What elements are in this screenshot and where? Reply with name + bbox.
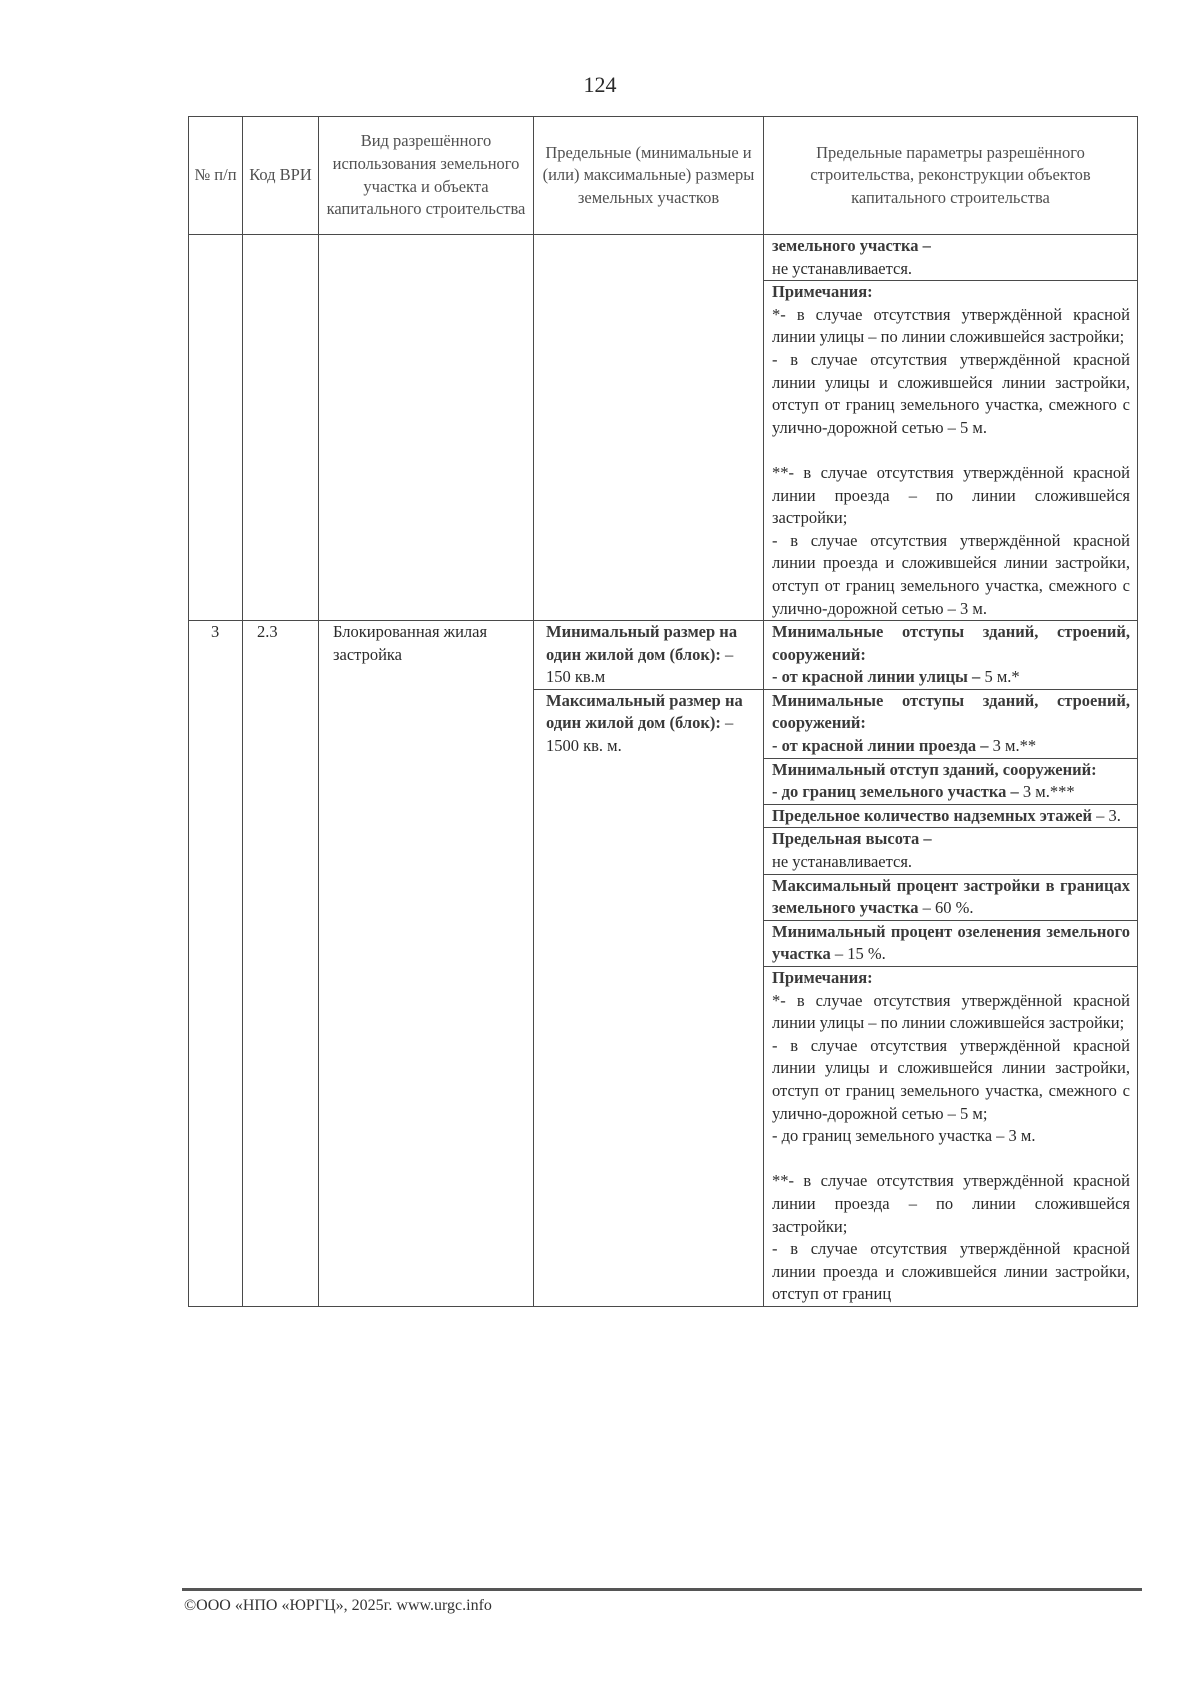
- notes-text: - в случае отсутствия утверждённой красной линии проезда и сложившейся линии застройки, отступ от границ земельного участка, смежного с улично-дорожной сетью – 3 м.: [772, 530, 1130, 618]
- param-label: Минимальные отступы зданий, строений, сооружений:: [772, 690, 1130, 733]
- param-min-greenery: [764, 920, 1138, 966]
- table-row-continued: [189, 235, 1138, 281]
- param-value: 3 м.***: [1018, 782, 1075, 802]
- footer-divider: [182, 1588, 1142, 1591]
- cell-code-empty: [243, 235, 319, 621]
- param-floors: [764, 804, 1138, 828]
- notes-cell: [764, 967, 1138, 1307]
- notes-text: *- в случае отсутствия утверждённой красной линии улицы – по линии сложившейся застройки;: [772, 304, 1130, 347]
- header-no: № п/п: [189, 117, 243, 235]
- table-row-3: [189, 621, 1138, 690]
- param-value: 3 м.**: [988, 736, 1037, 756]
- cell-row-number: 3: [189, 621, 243, 1307]
- param-height-tail: [764, 235, 1138, 281]
- max-size-label: Максимальный размер на один жилой дом (блок):: [546, 690, 743, 733]
- param-max-coverage: [764, 874, 1138, 920]
- footer-copyright: ©ООО «НПО «ЮРГЦ», 2025г. www.urgc.info: [184, 1597, 492, 1614]
- header-params: Предельные параметры разрешённого строительства, реконструкции объектов капитального строительства: [764, 117, 1138, 235]
- min-size-value: –150 кв.м: [546, 644, 734, 687]
- cell-kind-empty: [319, 235, 534, 621]
- param-value: не устанавливается.: [772, 852, 913, 872]
- cell-no-empty: [189, 235, 243, 621]
- param-label: Минимальные отступы зданий, строений, сооружений:: [772, 622, 1130, 664]
- header-size: Предельные (минимальные и (или) максимальные) размеры земельных участков: [534, 117, 764, 235]
- param-label: Минимальный процент озеленения земельного участка: [772, 921, 1130, 964]
- notes-cell: [764, 281, 1138, 621]
- notes-text: **- в случае отсутствия утверждённой красной линии проезда – по линии сложившейся застройки;: [772, 1171, 1130, 1236]
- param-line: - от красной линии проезда –: [772, 736, 989, 756]
- param-street-setback: [764, 621, 1138, 690]
- param-driveway-setback: [764, 689, 1138, 758]
- param-height: [764, 828, 1138, 874]
- notes-text: - до границ земельного участка – 3 м.: [772, 1126, 1036, 1146]
- param-value: – 60 %.: [918, 898, 974, 918]
- param-label: Предельная высота –: [772, 829, 932, 849]
- notes-text: *- в случае отсутствия утверждённой красной линии улицы – по линии сложившейся застройки;: [772, 990, 1130, 1033]
- cell-max-size: [534, 689, 764, 1306]
- header-code: Код ВРИ: [243, 117, 319, 235]
- param-plot-setback: [764, 758, 1138, 804]
- notes-text: **- в случае отсутствия утверждённой красной линии проезда – по линии сложившейся застройки;: [772, 462, 1130, 528]
- param-label: Максимальный процент застройки в границах земельного участка: [772, 875, 1130, 918]
- notes-title: Примечания:: [772, 968, 873, 987]
- param-line: - от красной линии улицы –: [772, 667, 981, 687]
- cell-vri-code: 2.3: [243, 621, 319, 1307]
- header-kind: Вид разрешённого использования земельного участка и объекта капитального строительства: [319, 117, 534, 235]
- param-value: – 15 %.: [830, 944, 886, 964]
- notes-text: - в случае отсутствия утверждённой красной линии улицы и сложившейся линии застройки, отступ от границ земельного участка, смежного с улично-дорожной сетью – 5 м.: [772, 349, 1130, 437]
- param-tail-value: не устанавливается.: [772, 258, 913, 278]
- cell-size-empty: [534, 235, 764, 621]
- param-value: 5 м.*: [980, 667, 1020, 687]
- notes-title: Примечания:: [772, 282, 873, 302]
- notes-text: - в случае отсутствия утверждённой красной линии проезда и сложившейся линии застройки, отступ от границ: [772, 1239, 1130, 1304]
- page-number: 124: [583, 72, 617, 97]
- param-line: - до границ земельного участка –: [772, 782, 1019, 802]
- param-tail-label: земельного участка –: [772, 236, 931, 255]
- param-label: Предельное количество надземных этажей: [772, 805, 1093, 825]
- min-size-label: Минимальный размер на один жилой дом (блок):: [546, 622, 738, 664]
- cell-min-size: [534, 621, 764, 690]
- notes-text: - в случае отсутствия утверждённой красной линии улицы и сложившейся линии застройки, отступ от границ земельного участка, смежного с улично-дорожной сетью – 5 м;: [772, 1035, 1130, 1123]
- max-size-value: – 1500 кв. м.: [546, 713, 734, 756]
- param-label: Минимальный отступ зданий, сооружений:: [772, 759, 1097, 779]
- cell-use-kind: Блокированная жилая застройка: [319, 621, 534, 1307]
- param-value: – 3.: [1092, 805, 1121, 825]
- table-header-row: [189, 117, 1138, 235]
- regulations-table: [188, 116, 1138, 1307]
